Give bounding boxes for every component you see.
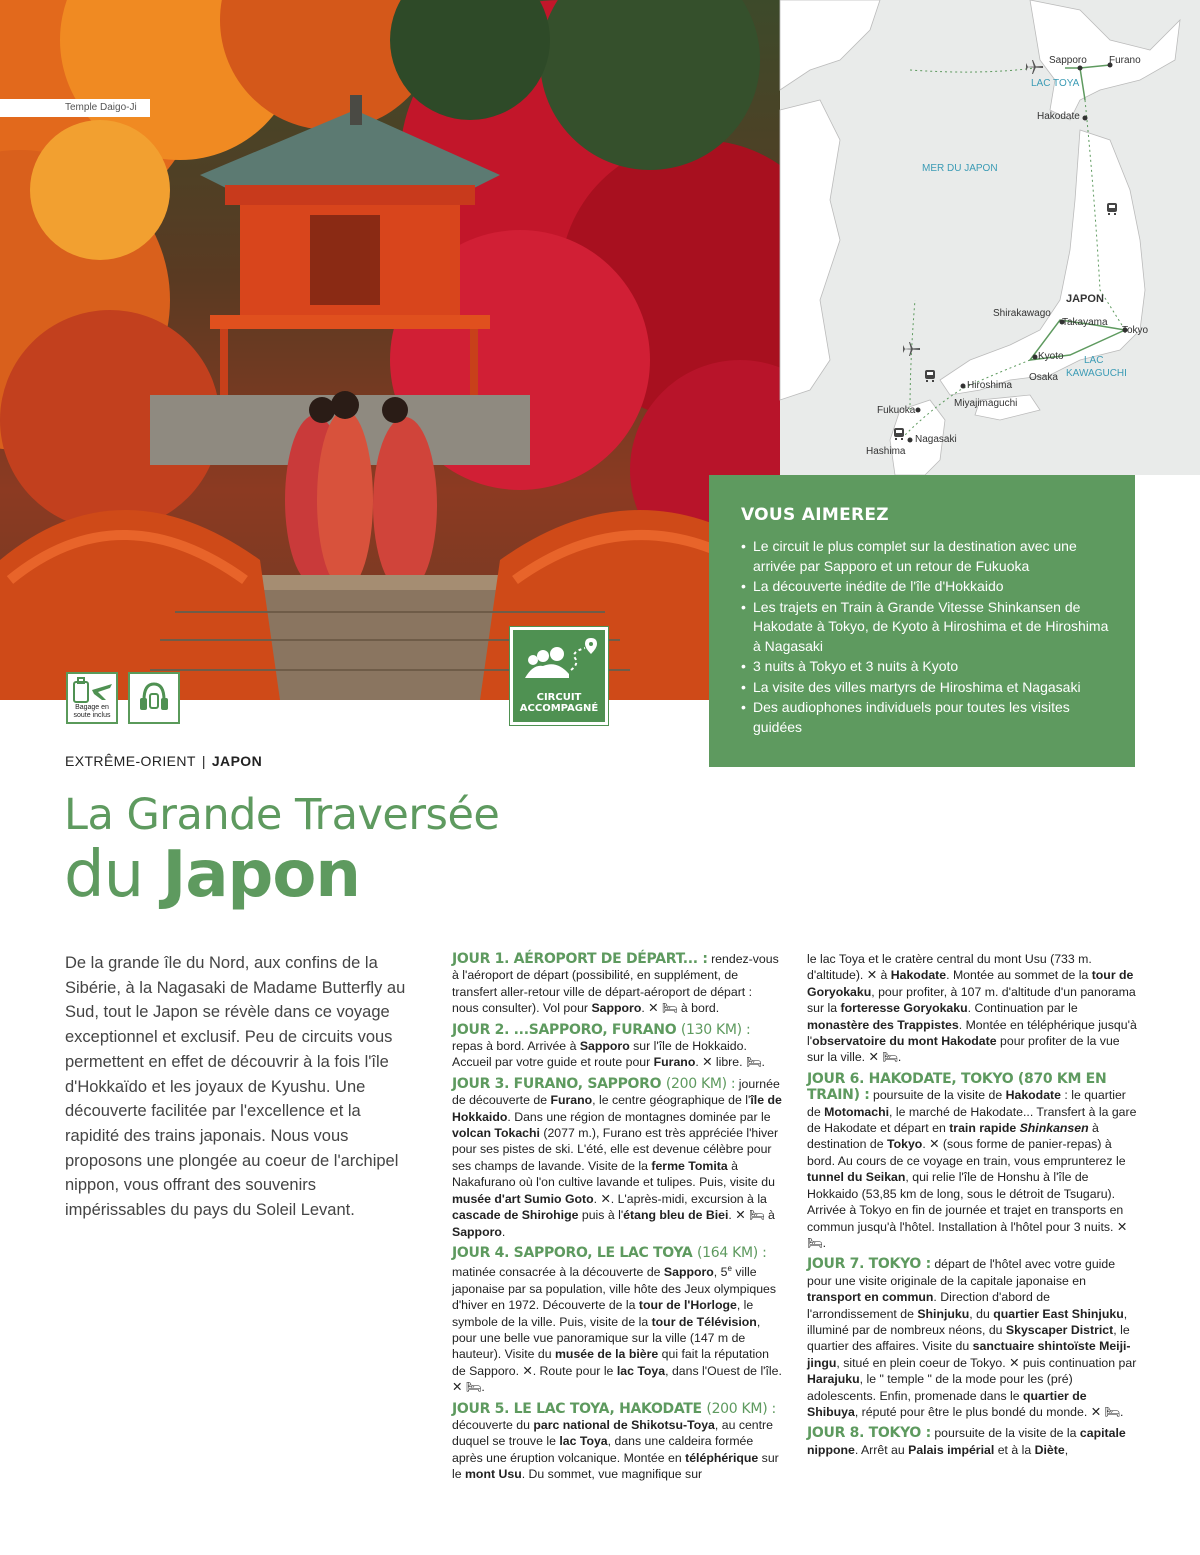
itinerary-day [452,1245,782,1396]
page-title-prefix: du [64,838,144,912]
map-label-shirakawago: Shirakawago [993,308,1051,319]
map-label-takayama: Takayama [1062,317,1108,328]
luggage-badge-label: Bagage en soute inclus [73,704,111,719]
itinerary-day [807,951,1137,1066]
itinerary-day [452,1022,782,1071]
highlights-title: VOUS AIMEREZ [741,505,889,525]
page-title-line2 [64,838,360,912]
itinerary-day [807,1071,1137,1251]
itinerary-day [452,951,782,1017]
audiophone-badge [128,672,180,724]
itinerary-day [807,1425,1137,1458]
highlight-item: • Le circuit le plus complet sur la destination avec une arrivée par Sapporo et un retour de Fukuoka [741,537,1115,576]
itinerary-day-title: JOUR 6. HAKODATE, TOKYO (870 KM EN TRAIN) : [807,1070,1107,1104]
itinerary-column-1 [452,951,782,1488]
itinerary-day-title: JOUR 5. LE LAC TOYA, HAKODATE (200 KM) : [452,1400,776,1417]
map-label-kyoto: Kyoto [1038,351,1064,362]
itinerary-day-title: JOUR 7. TOKYO : [807,1256,931,1273]
map-label-tokyo: Tokyo [1122,325,1149,336]
itinerary-day-title: JOUR 1. AÉROPORT DE DÉPART... : [452,951,708,967]
train-icon [894,428,904,440]
itinerary-day-text: matinée consacrée à la découverte de Sapporo, 5e ville japonaise par sa population, ville hôte des Jeux olympiques d'hiver en 1972. Découverte de la tour de l'Horloge, le symbole de la ville. Puis, visite de la tour de Télévision, pour une belle vue panoramique sur la ville (147 m de hauteur). Visite du musée de la bière qui fait la réputation de Sapporo. ✕. Route pour le lac Toya, dans l'Ouest de l'île. ✕ 🛏. [452,1264,782,1395]
map-label-miyajimaguchi: Miyajimaguchi [954,398,1018,409]
highlight-item: • La visite des villes martyrs de Hiroshima et Nagasaki [741,678,1115,698]
highlights-list [741,537,1115,737]
highlight-item: • 3 nuits à Tokyo et 3 nuits à Kyoto [741,657,1115,677]
page-title-line1: La Grande Traversée [64,790,500,840]
itinerary-column-2 [807,951,1137,1463]
map-label-kawaguchi: KAWAGUCHI [1066,368,1127,379]
map-label-japon: JAPON [1066,293,1104,305]
itinerary-day-text: journée de découverte de Furano, le centre géographique de l'île de Hokkaido. Dans une région de montagnes dominée par le volcan Tokachi (2077 m.), Furano est très appréciée l'hiver pour ses pistes de ski. L'été, elle est devenue célèbre pour ses champs de lavande. Visite de la ferme Tomita à Nakafurano où l'on cultive lavande et tulipes. Puis, visite du musée d'art Sumio Goto. ✕. L'après-midi, excursion à la cascade de Shirohige puis à l'étang bleu de Biei. ✕ 🛏 à Sapporo. [452,1076,782,1239]
luggage-plane-icon [68,674,116,708]
luggage-included-badge [66,672,118,724]
map-label-furano: Furano [1109,55,1141,66]
breadcrumb [65,753,262,769]
map-label-hashima: Hashima [866,446,906,457]
circuit-badge-label: CIRCUIT ACCOMPAGNÉ [519,692,599,714]
itinerary-day-text: repas à bord. Arrivée à Sapporo sur l'île de Hokkaido. Accueil par votre guide et route pour Furano. ✕ libre. 🛏. [452,1039,765,1070]
map-label-nagasaki: Nagasaki [915,434,957,445]
itinerary-day-text: découverte du parc national de Shikotsu-Toya, au centre duquel se trouve le lac Toya, dans une caldeira formée après une éruption volcanique. Montée en téléphérique sur le mont Usu. Du sommet, vue magnifique sur [452,1418,779,1482]
intro-paragraph: De la grande île du Nord, aux confins de la Sibérie, à la Nagasaki de Madame Butterfly au Sud, tout le Japon se révèle dans ce voyage exceptionnel et exclusif. Peu de circuits vous permettent en effet de découvrir à la fois l'île d'Hokkaïdo et les joyaux de Kyushu. Une découverte facilitée par l'excellence et la rapidité des trains japonais. Nous vous proposons une plongée au coeur de l'archipel nippon, vous offrant des souvenirs impérissables du pays du Soleil Levant. [65,954,406,1220]
breadcrumb-region: EXTRÊME-ORIENT [65,753,196,769]
itinerary-day-title: JOUR 3. FURANO, SAPPORO (200 KM) : [452,1075,736,1092]
itinerary-day-text: poursuite de la visite de Hakodate : le quartier de Motomachi, le marché de Hakodate... Transfert à la gare de Hakodate et départ en train rapide Shinkansen à destination de Tokyo. ✕ (sous forme de panier-repas) à bord. Au cours de ce voyage en train, vous emprunterez le tunnel du Seikan, qui relie l'île de Honshu à l'île de Hokkaido (53,85 km de long, sous le détroit de Tsugaru). Arrivée à Tokyo en fin de journée et trajet en transports en commun jusqu'à l'hôtel. Installation à l'hôtel pour 3 nuits. ✕ 🛏. [807,1088,1137,1250]
audiophone-icon [130,674,178,722]
circuit-accompagne-badge [510,627,608,725]
map-label-hakodate: Hakodate [1037,111,1080,122]
plane-icon [1025,60,1043,74]
itinerary-day [452,1076,782,1240]
map-label-lac-toya: LAC TOYA [1031,78,1080,89]
itinerary-day-title: JOUR 4. SAPPORO, LE LAC TOYA (164 KM) : [452,1244,767,1261]
itinerary-day-text: départ de l'hôtel avec votre guide pour une visite originale de la capitale japonaise en transport en commun. Direction d'abord de l'arrondissement de Shinjuku, du quartier East Shinjuku, illuminé par de nombreux néons, du Skyscaper District, le quartier des affaires. Visite du sanctuaire shintoïste Meiji-jingu, situé en plein coeur de Tokyo. ✕ puis continuation par Harajuku, le " temple " de la mode pour les (pré) adolescents. Enfin, promenade dans le quartier de Shibuya, réputé pour être le plus bondé du monde. ✕ 🛏. [807,1257,1137,1419]
map-label-hiroshima: Hiroshima [967,380,1013,391]
map-label-sapporo: Sapporo [1049,55,1087,66]
route-map [780,0,1200,475]
breadcrumb-country: JAPON [211,753,263,769]
breadcrumb-separator: | [201,753,206,769]
itinerary-day-text: poursuite de la visite de la capitale nippone. Arrêt au Palais impérial et à la Diète, [807,1426,1126,1457]
plane-icon [902,342,920,356]
map-label-mer-du-japon: MER DU JAPON [922,163,998,174]
train-icon [925,370,935,382]
itinerary-day-title: JOUR 2. ...SAPPORO, FURANO (130 KM) : [452,1021,751,1038]
highlight-item: • La découverte inédite de l'île d'Hokkaido [741,577,1115,597]
itinerary-day [452,1401,782,1483]
map-label-lac: LAC [1084,355,1104,366]
itinerary-day-text: le lac Toya et le cratère central du mont Usu (733 m. d'altitude). ✕ à Hakodate. Montée au sommet de la tour de Goryokaku, pour profiter, à 107 m. d'altitude d'un panorama sur la forteresse Goryokaku. Continuation par le monastère des Trappistes. Montée en téléphérique jusqu'à l'observatoire du mont Hakodate pour profiter de la vue sur la ville. ✕ 🛏. [807,952,1137,1065]
highlight-item: • Des audiophones individuels pour toutes les visites guidées [741,698,1115,737]
hero-photo [0,0,780,719]
highlight-item: • Les trajets en Train à Grande Vitesse Shinkansen de Hakodate à Tokyo, de Kyoto à Hiroshima et de Hiroshima à Nagasaki [741,598,1115,657]
itinerary-day-title: JOUR 8. TOKYO : [807,1425,931,1442]
page-title-country: Japon [162,838,360,912]
itinerary-day-text: rendez-vous à l'aéroport de départ (possibilité, en supplément, de transfert aller-retour ville de départ-aéroport de départ : nous consulter). Vol pour Sapporo. ✕ 🛏 à bord. [452,952,779,1016]
itinerary-day [807,1256,1137,1420]
map-label-osaka: Osaka [1029,372,1058,383]
train-icon [1107,203,1117,215]
map-label-fukuoka: Fukuoka [877,405,916,416]
group-route-icon [513,634,605,694]
photo-caption: Temple Daigo-Ji [0,99,150,117]
highlights-box [709,475,1135,767]
